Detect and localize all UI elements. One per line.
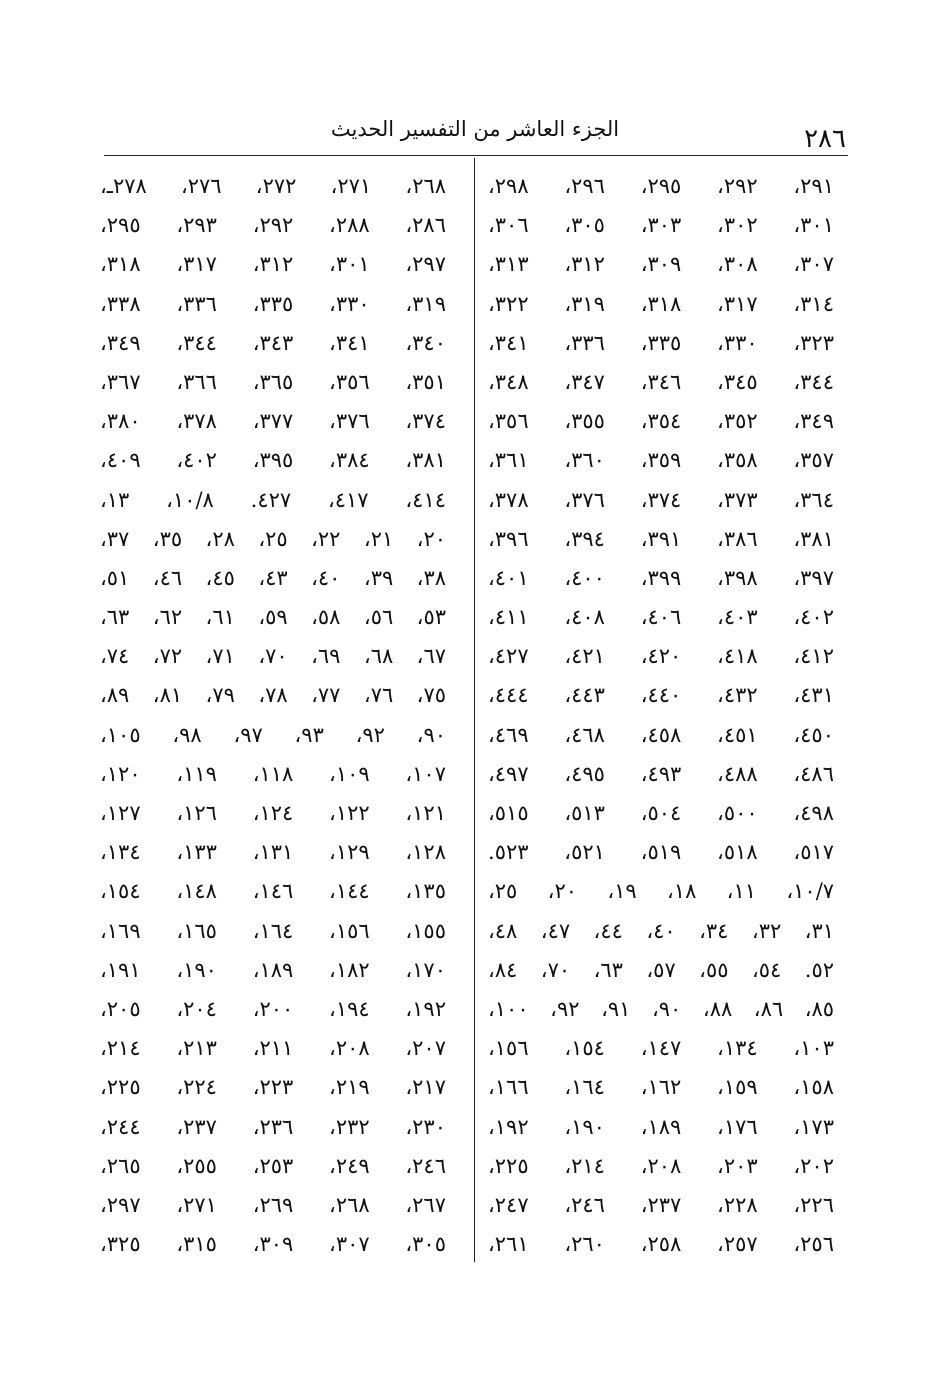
index-line: ١٢١، ١٢٢، ١٢٤، ١٢٦، ١٢٧،	[100, 801, 446, 825]
index-line: ٣٢٣، ٣٣٠، ٣٣٥، ٣٣٦، ٣٤١،	[488, 330, 834, 355]
index-line: ٢٦٨، ٢٧١، ٢٧٢، ٢٧٦، ٢٧٨ـ،	[100, 174, 447, 198]
index-line: ٤١٢، ٤١٨، ٤٢٠، ٤٢١، ٤٢٧،	[488, 644, 834, 669]
index-line: ٣٩٧، ٣٩٨، ٣٩٩، ٤٠٠، ٤٠١،	[488, 565, 834, 590]
index-line: ٢٠٧، ٢٠٨، ٢١١، ٢١٣، ٢١٤،	[100, 1036, 446, 1061]
index-line: ٣٨١، ٣٨٦، ٣٩١، ٣٩٤، ٣٩٦،	[488, 526, 834, 551]
index-line: ٢١٧، ٢١٩، ٢٢٣، ٢٢٤، ٢٢٥،	[100, 1075, 446, 1100]
column-divider	[474, 158, 475, 1262]
index-line: ٣١٤، ٣١٧، ٣١٨، ٣١٩، ٣٢٢،	[488, 291, 834, 316]
index-line: ٥٣، ٥٦، ٥٨، ٥٩، ٦١، ٦٢، ٦٣،	[100, 605, 447, 630]
index-line: ٣٤٤، ٣٤٥، ٣٤٦، ٣٤٧، ٣٤٨،	[488, 369, 834, 394]
page-number: ٢٨٦	[804, 124, 846, 154]
index-line: ١٠٧، ١٠٩، ١١٨، ١١٩، ١٢٠،	[100, 761, 446, 786]
index-line: ٣٠٥، ٣٠٧، ٣٠٩، ٣١٥، ٣٢٥،	[100, 1232, 446, 1257]
index-line: ٤٩٨، ٥٠٠، ٥٠٤، ٥١٣، ٥١٥،	[488, 801, 834, 825]
index-line: ٢٠٢، ٢٠٣، ٢٠٨، ٢١٤، ٢٢٥،	[488, 1153, 834, 1178]
index-line: ١٧٠، ١٨٢، ١٨٩، ١٩٠، ١٩١،	[100, 957, 446, 982]
index-line: ١٧٣، ١٧٦، ١٨٩، ١٩٠، ١٩٢،	[488, 1114, 834, 1139]
running-header-title: الجزء العاشر من التفسير الحديث	[330, 117, 620, 141]
index-line: ١٥٨، ١٥٩، ١٦٢، ١٦٤، ١٦٦،	[488, 1075, 834, 1100]
index-line: ١٠٣، ١٣٤، ١٤٧، ١٥٤، ١٥٦،	[488, 1036, 834, 1061]
index-line: ١٩٢، ١٩٤، ٢٠٠، ٢٠٤، ٢٠٥،	[100, 996, 446, 1021]
index-line: ٣١، ٣٢، ٣٤، ٤٠، ٤٤، ٤٧، ٤٨،	[488, 918, 835, 943]
index-line: ١٠/٧، ١١، ١٨، ١٩، ٢٠، ٢٥،	[488, 879, 835, 904]
index-line: ٥٢. ٥٤، ٥٥، ٥٧، ٦٣، ٧٠، ٨٤،	[488, 957, 835, 982]
index-line: ٢٩١، ٢٩٢، ٢٩٥، ٢٩٦، ٢٩٨،	[488, 174, 834, 198]
index-line: ٢٢٦، ٢٢٨، ٢٣٧، ٢٤٦، ٢٤٧،	[488, 1192, 834, 1217]
left-column	[100, 167, 446, 1264]
index-line: ٣٤٩، ٣٥٢، ٣٥٤، ٣٥٥، ٣٥٦،	[488, 409, 834, 434]
index-line: ٣٠٧، ٣٠٨، ٣٠٩، ٣١٢، ٣١٣،	[488, 252, 834, 277]
index-line: ٨٥، ٨٦، ٨٨، ٩٠، ٩١، ٩٢، ١٠٠،	[488, 996, 835, 1021]
index-line: ٣٠١، ٣٠٢، ٣٠٣، ٣٠٥، ٣٠٦،	[488, 213, 834, 238]
index-line: ٢٣٠، ٢٣٢، ٢٣٦، ٢٣٧، ٢٤٤،	[100, 1114, 446, 1139]
index-line: ٣٤٠، ٣٤١، ٣٤٣، ٣٤٤، ٣٤٩،	[100, 330, 446, 355]
header-rule	[104, 155, 848, 156]
index-line: ٢٨٦، ٢٨٨، ٢٩٢، ٢٩٣، ٢٩٥،	[100, 213, 446, 238]
index-line: ٥١٧، ٥١٨، ٥١٩، ٥٢١، ٥٢٣.	[488, 840, 835, 865]
index-line: ٢٠، ٢١، ٢٢، ٢٥، ٢٨، ٣٥، ٣٧،	[100, 526, 447, 551]
index-line: ٢٦٧، ٢٦٨، ٢٦٩، ٢٧١، ٢٩٧،	[100, 1192, 446, 1217]
index-line: ٣١٩، ٣٣٠، ٣٣٥، ٣٣٦، ٣٣٨،	[100, 291, 446, 316]
index-line: ٢٤٦، ٢٤٩، ٢٥٣، ٢٥٥، ٢٦٥،	[100, 1153, 446, 1178]
index-line: ٩٠، ٩٢، ٩٣، ٩٧، ٩٨، ١٠٥،	[100, 722, 447, 747]
index-line: ١٣٥، ١٤٤، ١٤٦، ١٤٨، ١٥٤،	[100, 879, 446, 904]
index-line: ١٢٨، ١٢٩، ١٣١، ١٣٣، ١٣٤،	[100, 840, 446, 865]
index-line: ٦٧، ٦٨، ٦٩، ٧٠، ٧١، ٧٢، ٧٤،	[100, 644, 447, 669]
right-column	[488, 167, 834, 1264]
index-line: ٤٣١، ٤٣٢، ٤٤٠، ٤٤٣، ٤٤٤،	[488, 683, 834, 708]
index-line: ٣٥١، ٣٥٦، ٣٦٥، ٣٦٦، ٣٦٧،	[100, 369, 446, 394]
index-line: ٤٠٢، ٤٠٣، ٤٠٦، ٤٠٨، ٤١١،	[488, 605, 834, 630]
index-line: ٤٥٠، ٤٥١، ٤٥٨، ٤٦٨، ٤٦٩،	[488, 722, 834, 747]
index-line: ٣٨، ٣٩، ٤٠، ٤٣، ٤٥، ٤٦، ٥١،	[100, 565, 447, 590]
index-line: ٤٨٦، ٤٨٨، ٤٩٣، ٤٩٥، ٤٩٧،	[488, 761, 834, 786]
index-line: ٤١٤، ٤١٧، ٤٢٧. ١٠/٨، ١٣،	[100, 487, 447, 512]
index-line: ٢٥٦، ٢٥٧، ٢٥٨، ٢٦٠، ٢٦١،	[488, 1232, 834, 1257]
index-line: ٣٧٤، ٣٧٦، ٣٧٧، ٣٧٨، ٣٨٠،	[100, 409, 446, 434]
index-line: ٣٨١، ٣٨٤، ٣٩٥، ٤٠٢، ٤٠٩،	[100, 448, 446, 473]
index-line: ١٥٥، ١٥٦، ١٦٤، ١٦٥، ١٦٩،	[100, 918, 446, 943]
index-line: ٢٩٧، ٣٠١، ٣١٢، ٣١٧، ٣١٨،	[100, 252, 446, 277]
index-line: ٣٥٧، ٣٥٨، ٣٥٩، ٣٦٠، ٣٦١،	[488, 448, 834, 473]
index-line: ٣٦٤، ٣٧٣، ٣٧٤، ٣٧٦، ٣٧٨،	[488, 487, 834, 512]
index-line: ٧٥، ٧٦، ٧٧، ٧٨، ٧٩، ٨١، ٨٩،	[100, 683, 447, 708]
